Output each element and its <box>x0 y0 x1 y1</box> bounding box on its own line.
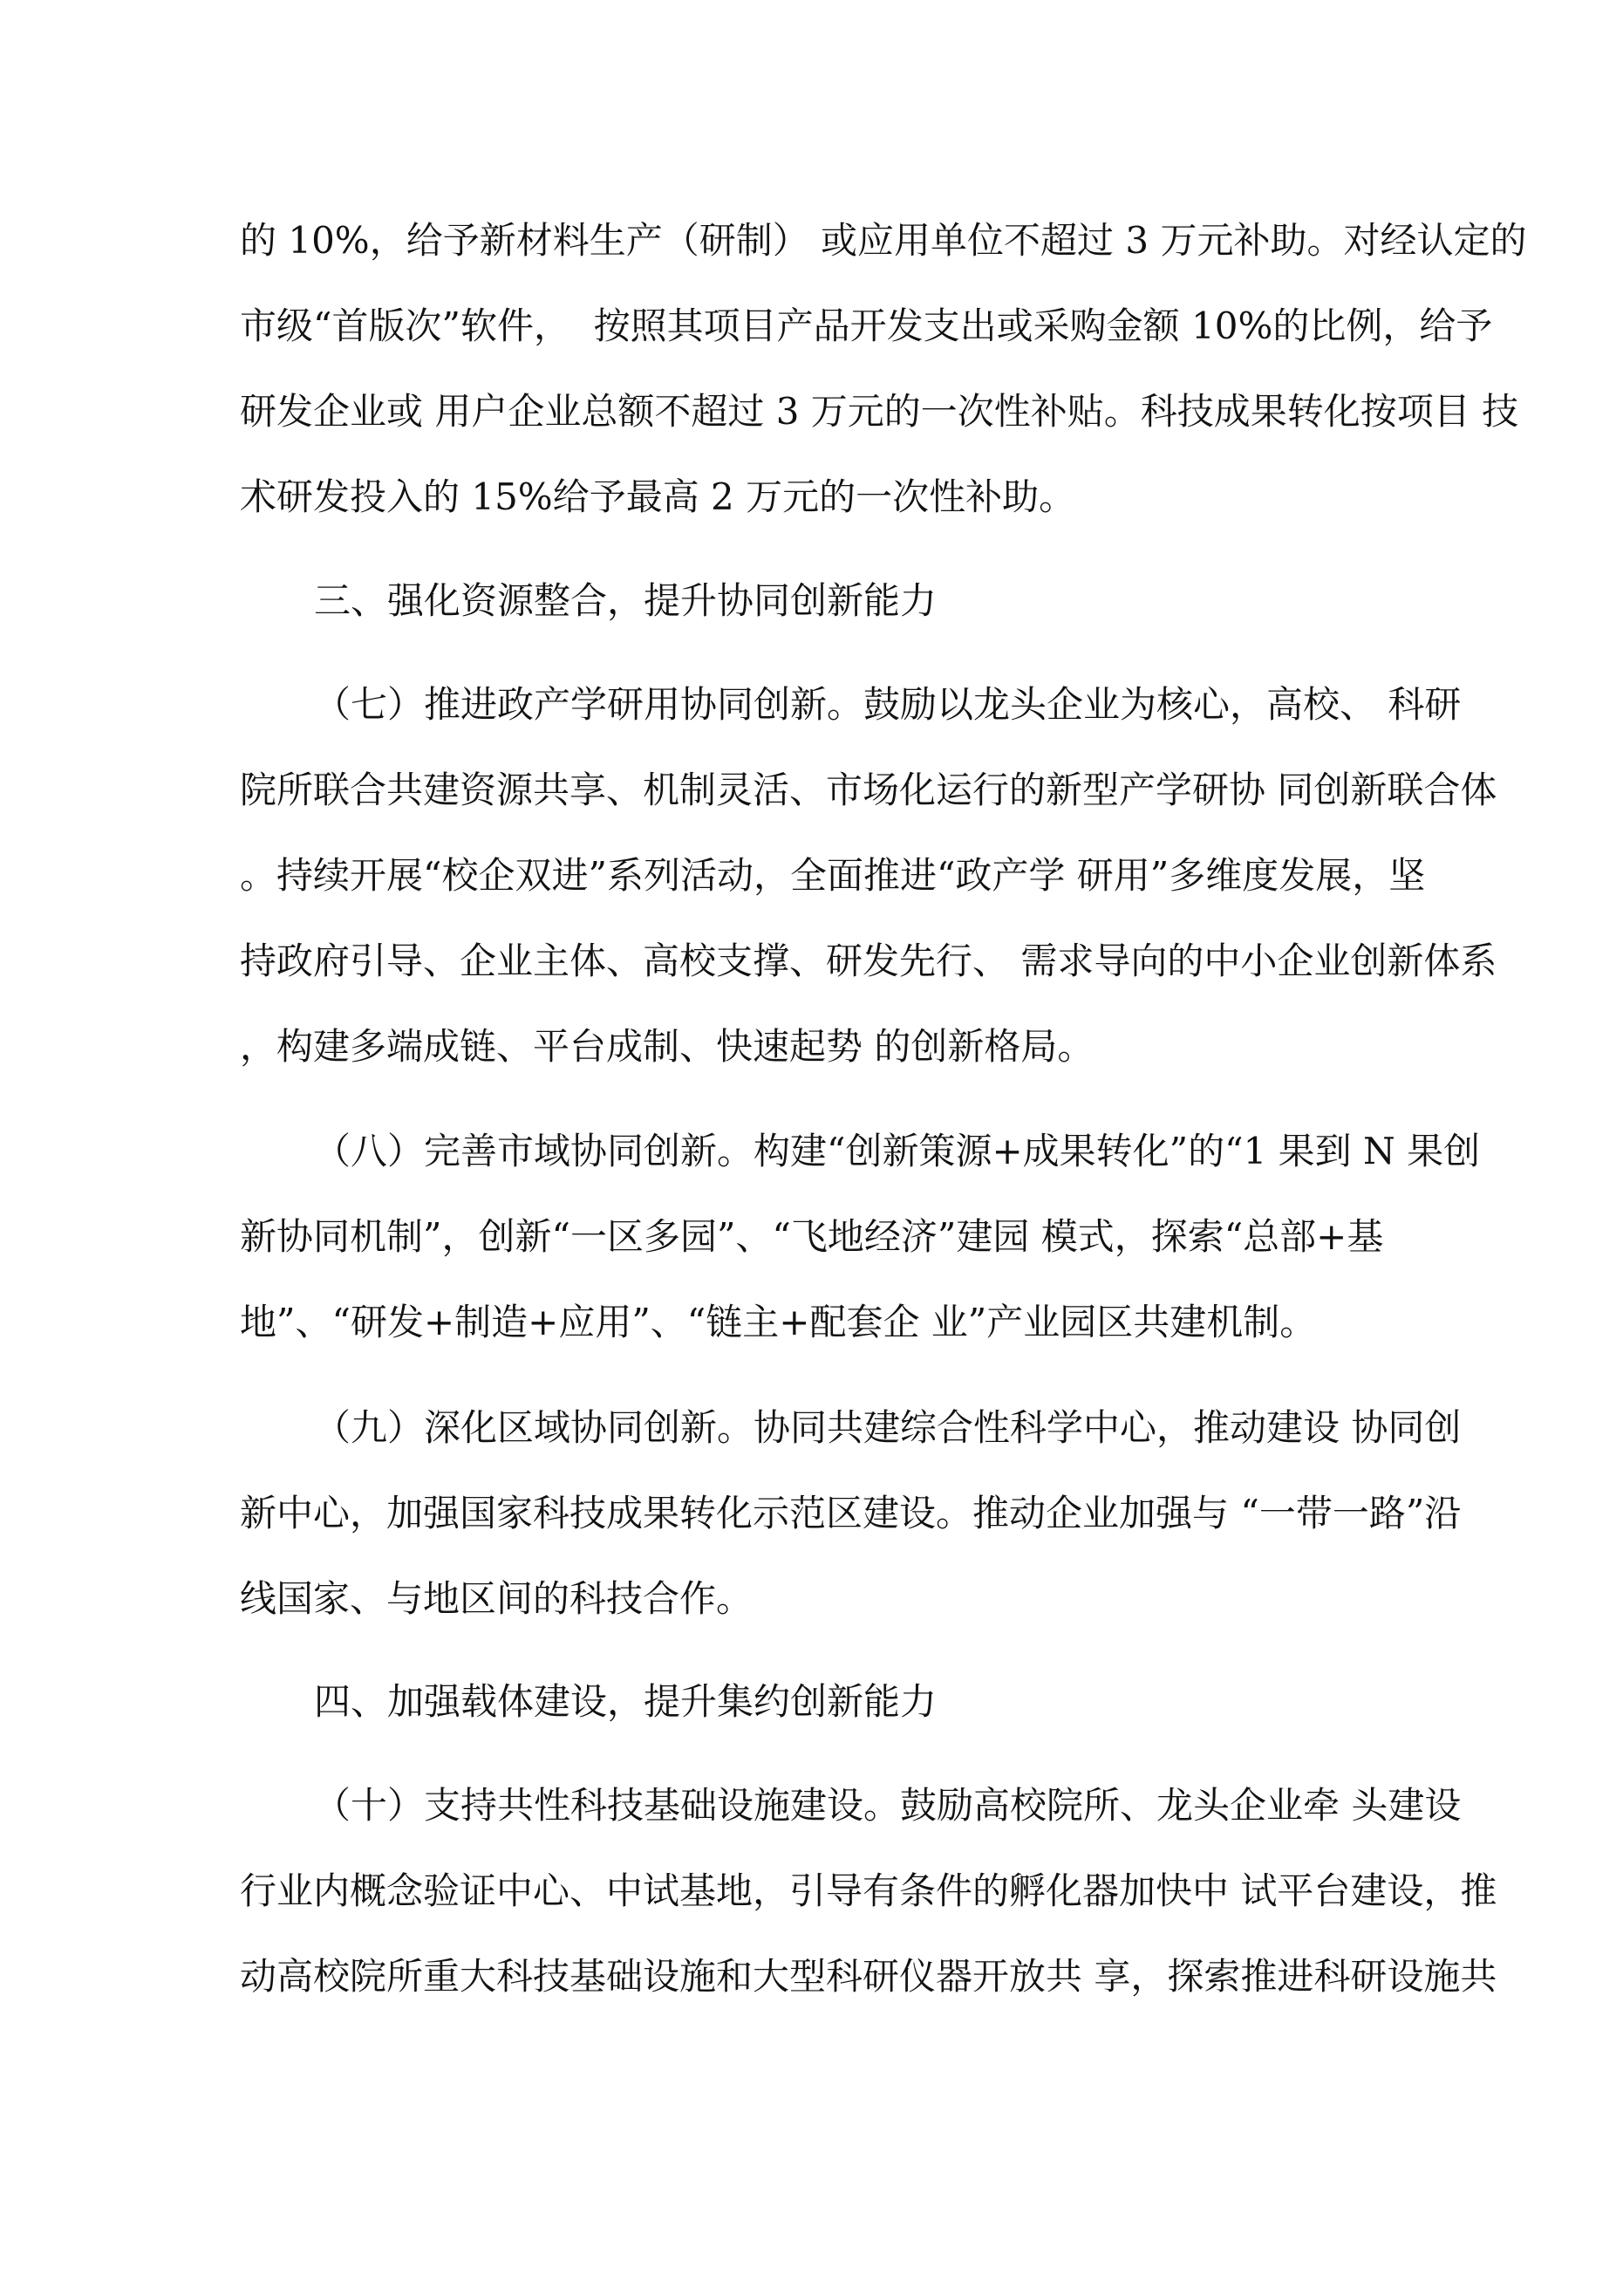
text-line: 市级“首版次”软件， 按照其项目产品开发支出或采购金额 10%的比例，给予 <box>240 304 1493 347</box>
section-heading: 三、强化资源整合，提升协同创新能力 <box>314 579 938 622</box>
text-line: 地”、“研发+制造+应用”、“链主+配套企 业”产业园区共建机制。 <box>240 1301 1317 1343</box>
text-line: 术研发投入的 15%给予最高 2 万元的一次性补助。 <box>240 475 1076 518</box>
text-line: 持政府引导、企业主体、高校支撑、研发先行、 需求导向的中小企业创新体系 <box>240 940 1497 982</box>
text-line: 新中心，加强国家科技成果转化示范区建设。推动企业加强与 “一带一路”沿 <box>240 1492 1462 1534</box>
text-line: 的 10%，给予新材料生产（研制） 或应用单位不超过 3 万元补助。对经认定的 <box>240 219 1527 262</box>
text-line: 院所联合共建资源共享、机制灵活、市场化运行的新型产学研协 同创新联合体 <box>240 769 1497 811</box>
text-line: 行业内概念验证中心、中试基地，引导有条件的孵化器加快中 试平台建设，推 <box>240 1869 1497 1912</box>
text-line: 研发企业或 用户企业总额不超过 3 万元的一次性补贴。科技成果转化按项目 技 <box>240 390 1519 433</box>
text-line: （七）推进政产学研用协同创新。鼓励以龙头企业为核心，高校、 科研 <box>314 683 1462 726</box>
text-line: 动高校院所重大科技基础设施和大型科研仪器开放共 享，探索推进科研设施共 <box>240 1955 1497 1998</box>
text-line: （八）完善市域协同创新。构建“创新策源+成果转化”的“1 果到 N 果创 <box>314 1130 1481 1172</box>
text-line: （十）支持共性科技基础设施建设。鼓励高校院所、龙头企业牵 头建设 <box>314 1784 1462 1827</box>
section-heading: 四、加强载体建设，提升集约创新能力 <box>314 1680 938 1723</box>
text-line: （九）深化区域协同创新。协同共建综合性科学中心，推动建设 协同创 <box>314 1406 1462 1449</box>
text-line: 新协同机制”，创新“一区多园”、“飞地经济”建园 模式，探索“总部+基 <box>240 1215 1384 1258</box>
text-line: 线国家、与地区间的科技合作。 <box>240 1577 754 1620</box>
text-line: ，构建多端成链、平台成制、快速起势 的创新格局。 <box>240 1025 1095 1068</box>
text-line: 。持续开展“校企双进”系列活动，全面推进“政产学 研用”多维度发展，坚 <box>240 854 1426 897</box>
